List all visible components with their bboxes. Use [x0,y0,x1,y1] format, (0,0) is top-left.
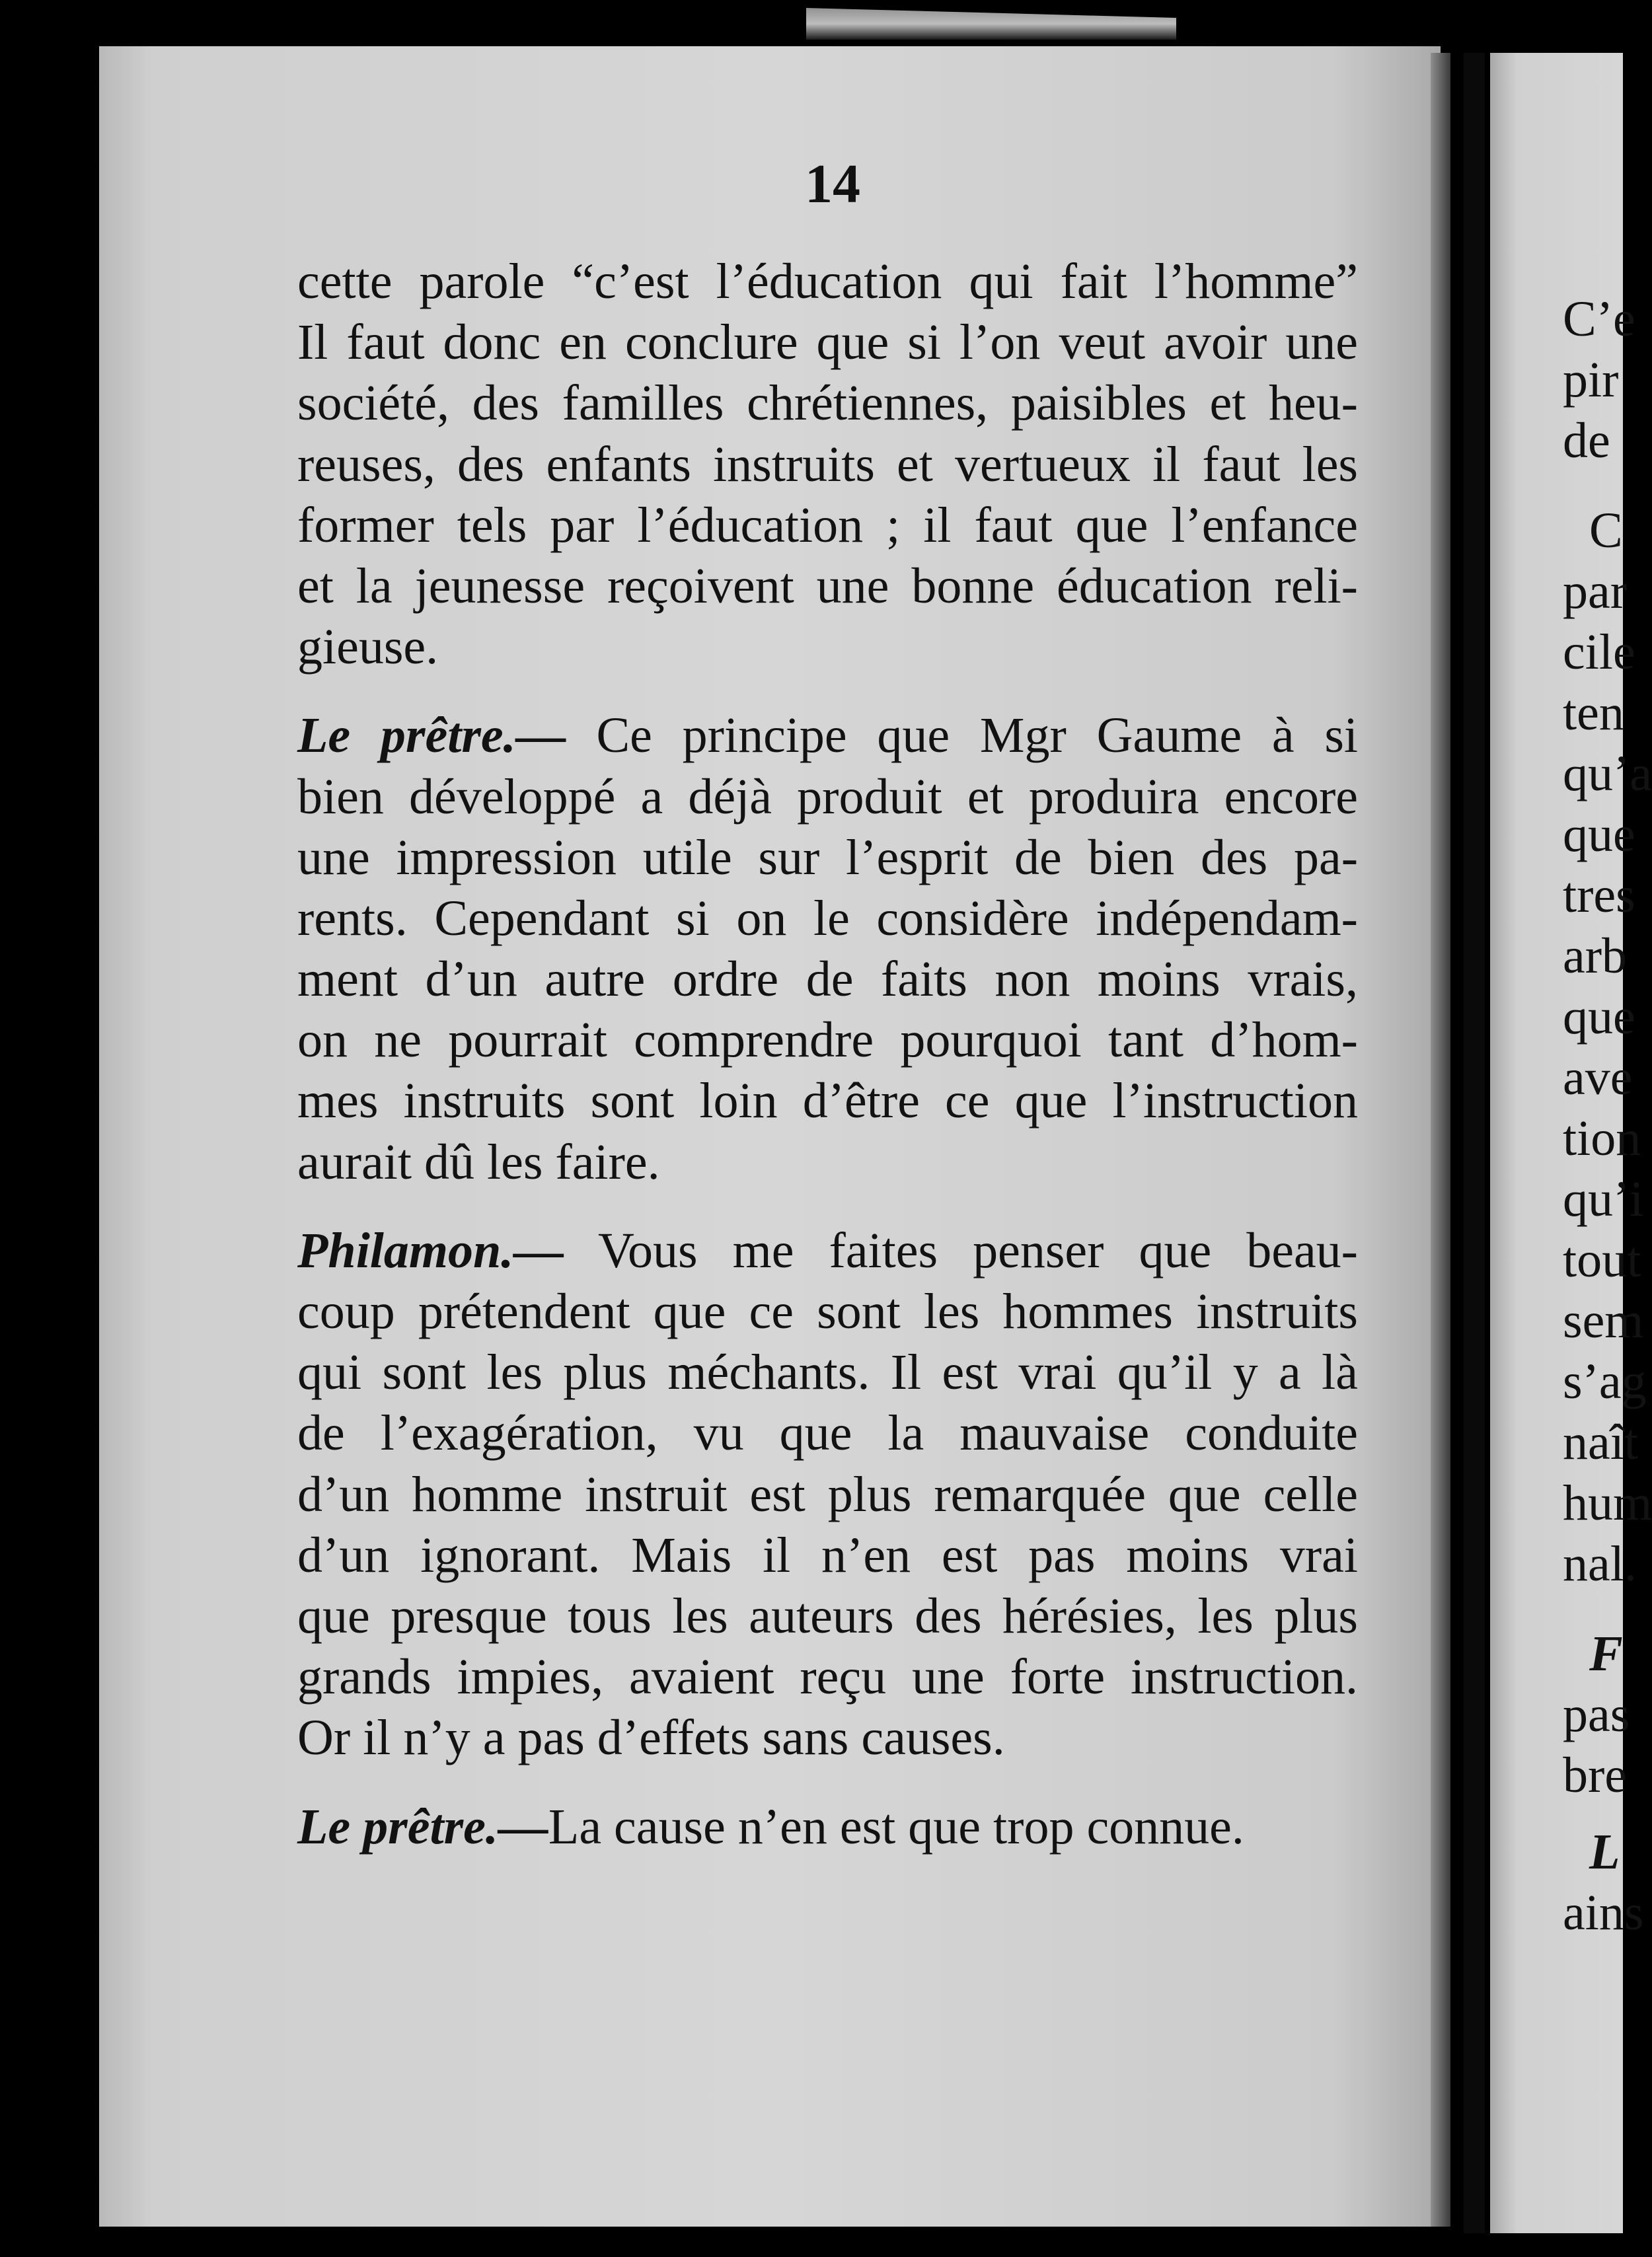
right-page-text: L [1589,1824,1620,1880]
text-line: coup prétendent que ce sont les hommes instruits [297,1284,1358,1339]
right-page-text: nal. [1563,1536,1637,1592]
right-page-text: sem [1563,1293,1644,1349]
right-page-text: s’ag [1563,1354,1647,1409]
speaker-label: Le prêtre.— [297,1798,548,1855]
right-page-text: que [1563,989,1635,1045]
text-line: cette parole “c’est l’éducation qui fait l’homme” [297,254,1358,309]
text-line: Vous me faites penser que beau- [597,1222,1358,1278]
text-line: rents. Cependant si on le considère indépendam- [297,890,1358,946]
text-line: société, des familles chrétiennes, paisibles et heu- [297,375,1358,431]
right-page-text: pir [1563,352,1619,408]
text-line: gieuse. [297,619,439,675]
text-line: qui sont les plus méchants. Il est vrai qu’il y a là [297,1345,1358,1401]
right-page-text: qu’i [1563,1171,1644,1227]
right-page-text: ten [1563,685,1624,741]
right-page-text: ave [1563,1050,1633,1105]
text-line: aurait dû les faire. [297,1134,660,1190]
right-page-text: pas [1563,1687,1630,1742]
right-page-text: hum [1563,1475,1652,1531]
text-line: on ne pourrait comprendre pourquoi tant d’hom- [297,1012,1358,1068]
text-line: et la jeunesse reçoivent une bonne éducation reli- [297,558,1358,614]
text-line: bien développé a déjà produit et produira encore [297,768,1358,825]
text-line: ment d’un autre ordre de faits non moins vrais, [297,951,1358,1008]
speaker-label: Le prêtre.— [297,708,566,764]
text-line: former tels par l’éducation ; il faut que l’enfance [297,497,1358,553]
text-line: Ce principe que Mgr Gaume à si [596,708,1359,764]
scan-artifact [806,0,1176,40]
text-line: d’un ignorant. Mais il n’en est pas moins vrai [297,1527,1358,1583]
text-line: Or il n’y a pas d’effets sans causes. [297,1710,1005,1766]
text-line: que presque tous les auteurs des hérésies, les plus [297,1588,1358,1644]
right-page-text: ains [1563,1885,1644,1941]
text-line: grands impies, avaient reçu une forte instruction. [297,1649,1358,1705]
dialogue-line [297,705,1358,766]
page-number: 14 [805,153,860,215]
text-line: de l’exagération, vu que la mauvaise conduite [297,1405,1358,1462]
right-page-text: F [1589,1626,1623,1682]
dialogue-line [297,1796,1358,1857]
right-page-text: par [1563,564,1628,619]
right-page-text: que [1563,807,1635,862]
text-line: Il faut donc en conclure que si l’on veut avoir une [297,314,1358,371]
dialogue-line [297,1220,1358,1281]
right-page-text: C [1589,503,1623,558]
right-page-text: bre [1563,1748,1628,1803]
speaker-label: Philamon.— [297,1222,564,1278]
right-page-text: tres [1563,868,1635,923]
text-line: La cause n’en est que trop connue. [548,1798,1244,1855]
page-edge-shadow [1431,53,1450,2227]
text-line: reuses, des enfants instruits et vertueux il faut les [297,436,1358,492]
right-page-text: naît [1563,1415,1638,1470]
book-spine-gutter [1464,53,1485,2233]
right-page-text: tout [1563,1232,1641,1288]
right-page-text: C’e [1563,291,1635,347]
right-page-text: cile [1563,624,1635,680]
text-line: mes instruits sont loin d’être ce que l’instruction [297,1073,1358,1129]
right-page-fragment [1490,53,1652,2233]
text-line: d’un homme instruit est plus remarquée que celle [297,1466,1358,1522]
right-page-text: tion [1563,1111,1641,1166]
text-line: une impression utile sur l’esprit de bien des pa- [297,829,1358,885]
right-page-text: arb [1563,928,1628,984]
right-page-text: de [1563,413,1610,468]
right-page-text: qu’a [1563,746,1652,801]
page-body [297,251,1358,1857]
